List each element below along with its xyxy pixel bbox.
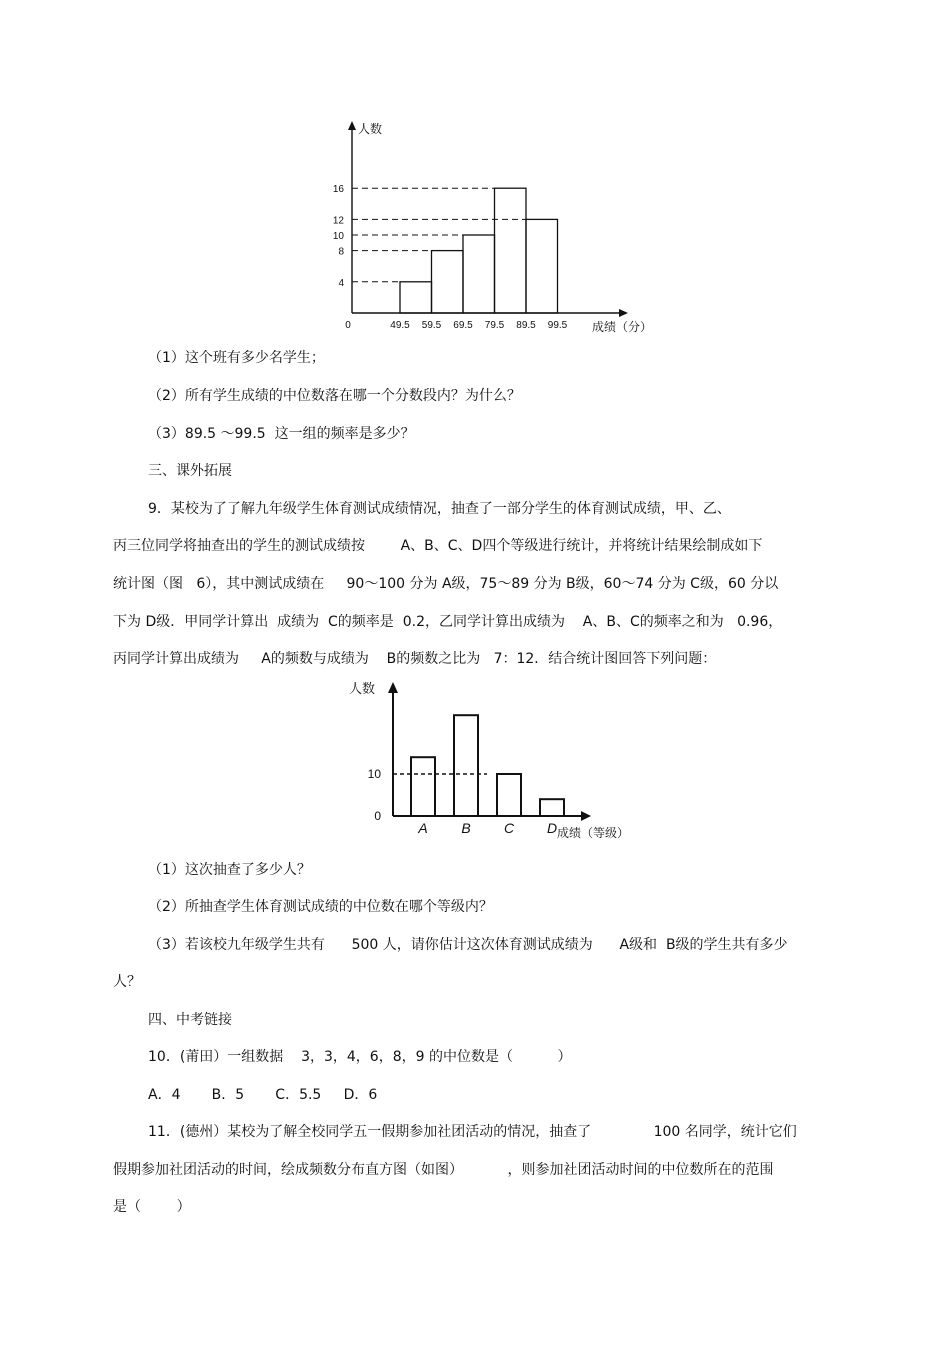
q10-stem: 10．(莆田）一组数据 3，3，4，6，8，9 的中位数是（ ） xyxy=(148,1049,572,1065)
y-tick-label: 12 xyxy=(332,215,344,227)
category-label: A xyxy=(418,820,428,836)
q9-part3-cont: 人？ xyxy=(113,974,141,990)
q9-line1: 9．某校为了了解九年级学生体育测试成绩情况，抽查了一部分学生的体育测试成绩，甲、乙、 xyxy=(148,501,731,517)
q9-line3: 统计图（图 6），其中测试成绩在 90～100 分为 A级，75～89 分为 B级，60～74 分为 C级，60 分以 xyxy=(113,576,779,592)
y-tick-label: 16 xyxy=(332,184,344,196)
y-tick-label: 4 xyxy=(338,277,344,289)
bar xyxy=(497,774,521,816)
x-tick-label: 49.5 xyxy=(390,320,410,331)
x-axis-label: 成绩（等级） xyxy=(557,826,630,840)
y-tick-label: 0 xyxy=(374,809,381,823)
histogram-bar xyxy=(495,188,527,313)
histogram-bar xyxy=(432,251,464,313)
x-axis-label: 成绩（分） xyxy=(592,320,653,334)
x-axis-arrow xyxy=(619,309,628,317)
q9-part1: （1）这次抽查了多少人？ xyxy=(148,862,311,878)
histogram-bar xyxy=(526,219,558,313)
histogram-bar xyxy=(463,235,495,313)
grade-bar-svg xyxy=(349,675,645,845)
q8-part2: （2）所有学生成绩的中位数落在哪一个分数段内？为什么？ xyxy=(148,388,521,404)
histogram-chart xyxy=(330,115,670,340)
category-label: D xyxy=(546,820,558,836)
x-tick-label: 89.5 xyxy=(516,320,536,331)
q9-line2: 丙三位同学将抽查出的学生的测试成绩按 A、B、C、D四个等级进行统计，并将统计结果绘制成如下 xyxy=(113,538,763,554)
grade-bar-chart xyxy=(349,675,645,845)
y-tick-label: 10 xyxy=(332,231,344,242)
x-tick-label: 69.5 xyxy=(453,320,473,331)
bar xyxy=(411,757,435,816)
category-label: C xyxy=(503,820,515,836)
x-tick-label: 59.5 xyxy=(421,320,442,331)
x-axis-arrow xyxy=(581,811,591,821)
origin-label: 0 xyxy=(345,320,351,331)
y-axis-label: 人数 xyxy=(349,681,376,696)
q9-line4: 下为 D级．甲同学计算出 成绩为 C的频率是 0.2，乙同学计算出成绩为 A、B、C的频率之和为 0.96， xyxy=(113,614,783,630)
y-axis-arrow xyxy=(348,121,356,130)
section-3-heading: 三、课外拓展 xyxy=(148,463,232,479)
q9-part3: （3）若该校九年级学生共有 500 人，请你估计这次体育测试成绩为 A级和 B级的学生共有多少 xyxy=(148,937,788,953)
bar xyxy=(454,715,478,816)
q10-options: A．4 B．5 C．5.5 D．6 xyxy=(148,1087,378,1103)
q11-line3: 是（ ） xyxy=(113,1199,191,1215)
q11-line2: 假期参加社团活动的时间，绘成频数分布直方图（如图） ，则参加社团活动时间的中位数所在的范围 xyxy=(113,1162,774,1178)
q9-line5: 丙同学计算出成绩为 A的频数与成绩为 B的频数之比为 7：12．结合统计图回答下列问题： xyxy=(113,651,717,667)
q11-line1: 11．(德州）某校为了解全校同学五一假期参加社团活动的情况，抽查了 100 名同学，统计它们 xyxy=(148,1124,797,1140)
bar xyxy=(540,799,564,816)
q9-part2: （2）所抽查学生体育测试成绩的中位数在哪个等级内？ xyxy=(148,899,493,915)
y-axis-label: 人数 xyxy=(358,122,383,136)
category-label: B xyxy=(461,820,471,836)
section-4-heading: 四、中考链接 xyxy=(148,1012,232,1028)
q8-part3: （3）89.5 ～99.5 这一组的频率是多少？ xyxy=(148,426,415,442)
y-tick-label: 8 xyxy=(338,246,344,258)
x-tick-label: 99.5 xyxy=(547,320,568,331)
y-axis-arrow xyxy=(388,682,398,693)
y-tick-label: 10 xyxy=(367,767,381,781)
x-tick-label: 79.5 xyxy=(484,320,505,331)
histogram-bar xyxy=(400,282,432,313)
histogram-svg xyxy=(330,115,670,340)
q8-part1: （1）这个班有多少名学生； xyxy=(148,350,325,366)
